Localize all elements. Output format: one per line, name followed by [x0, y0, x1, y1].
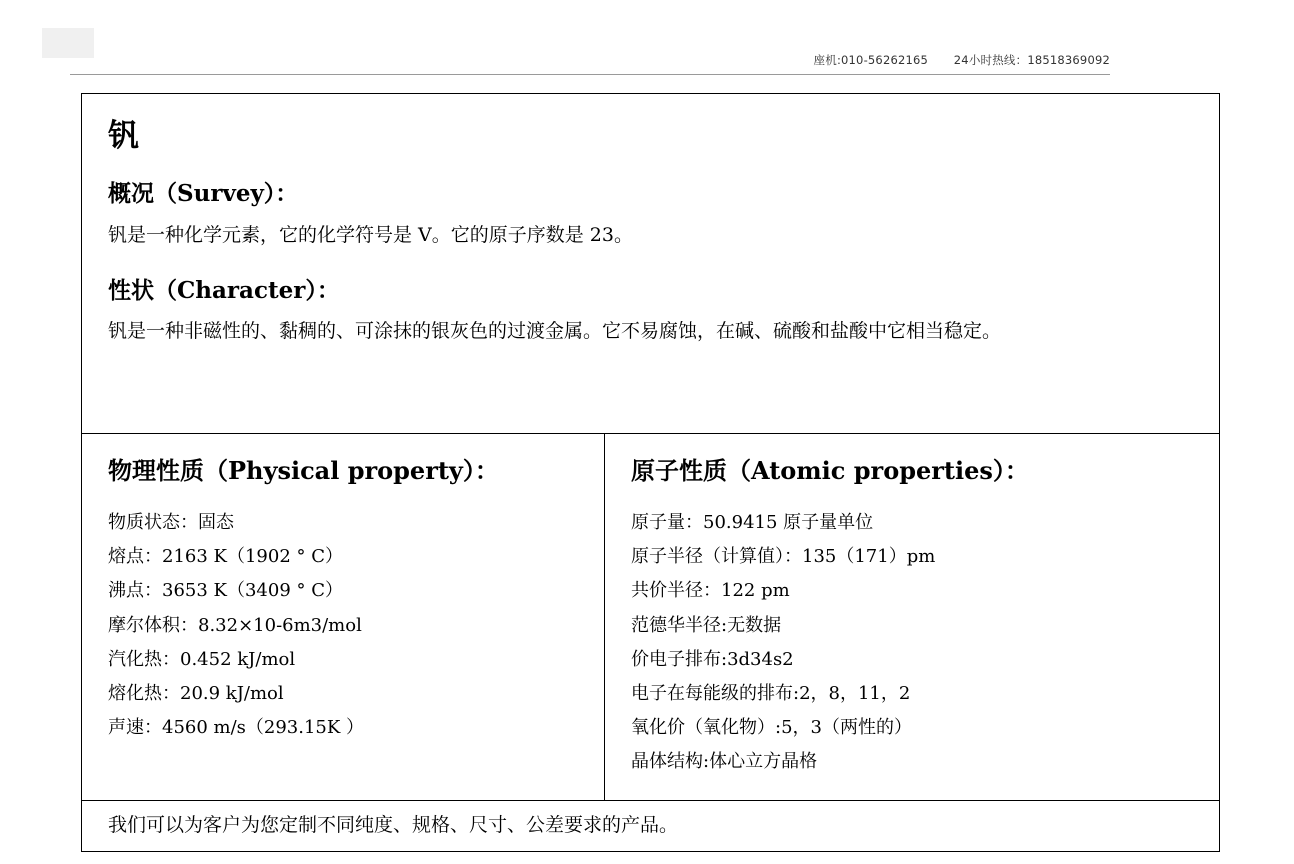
survey-text: 钒是一种化学元素，它的化学符号是 V。它的原子序数是 23。: [108, 224, 633, 247]
hotline-number: 24小时热线：18518369092: [953, 53, 1110, 67]
list-item: 价电子排布:3d34s2: [631, 648, 794, 670]
product-datasheet: [81, 93, 1220, 852]
survey-heading: [108, 179, 1193, 209]
customization-note: 我们可以为客户为您定制不同纯度、规格、尺寸、公差要求的产品。: [108, 813, 679, 836]
list-item: 物质状态：固态: [108, 512, 234, 533]
company-logo: [42, 28, 94, 58]
list-item: 熔点：2163 K（1902 ° C）: [108, 546, 344, 568]
atomic-title-en: （Atomic properties）：: [727, 456, 1029, 485]
list-item: 共价半径：122 pm: [631, 580, 790, 602]
survey-heading-cn: 概况: [108, 180, 154, 208]
list-item: 电子在每能级的排布:2，8，11，2: [631, 682, 911, 704]
list-item: 原子量：50.9415 原子量单位: [631, 512, 874, 533]
list-item: 范德华半径:无数据: [631, 614, 782, 636]
character-text: 钒是一种非磁性的、黏稠的、可涂抹的银灰色的过渡金属。它不易腐蚀，在碱、硫酸和盐酸中它相当稳定。: [108, 320, 1002, 343]
properties-section: [82, 434, 1219, 801]
page-header: [0, 0, 1294, 76]
physical-title-en: （Physical property）：: [204, 456, 499, 485]
atomic-property-column: [605, 434, 1221, 800]
atomic-title-cn: 原子性质: [631, 456, 727, 485]
list-item: 沸点：3653 K（3409 ° C）: [108, 580, 344, 602]
list-item: 声速：4560 m/s（293.15K ）: [108, 717, 365, 739]
list-item: 原子半径（计算值）：135（171）pm: [631, 546, 936, 568]
list-item: 摩尔体积：8.32×10-6m3/mol: [108, 614, 362, 636]
list-item: 汽化热：0.452 kJ/mol: [108, 648, 296, 670]
list-item: 熔化热：20.9 kJ/mol: [108, 682, 284, 704]
header-contact-info: [814, 52, 1110, 68]
header-divider: [70, 74, 1110, 75]
survey-heading-en: （Survey）：: [154, 180, 299, 208]
list-item: 晶体结构:体心立方晶格: [631, 751, 818, 773]
character-heading-en: （Character）：: [154, 276, 340, 304]
atomic-property-title: [631, 456, 1199, 486]
list-item: 氧化价（氧化物）:5，3（两性的）: [631, 717, 912, 739]
physical-title-cn: 物理性质: [108, 456, 204, 485]
overview-section: [82, 94, 1219, 434]
atomic-property-list: [631, 506, 1199, 780]
element-title: 钒: [108, 118, 139, 154]
physical-property-list: [108, 506, 582, 745]
phone-number: 座机:010-56262165: [813, 53, 929, 67]
character-heading-cn: 性状: [108, 276, 154, 304]
character-heading: [108, 276, 1193, 306]
physical-property-column: [82, 434, 605, 800]
physical-property-title: [108, 456, 582, 486]
